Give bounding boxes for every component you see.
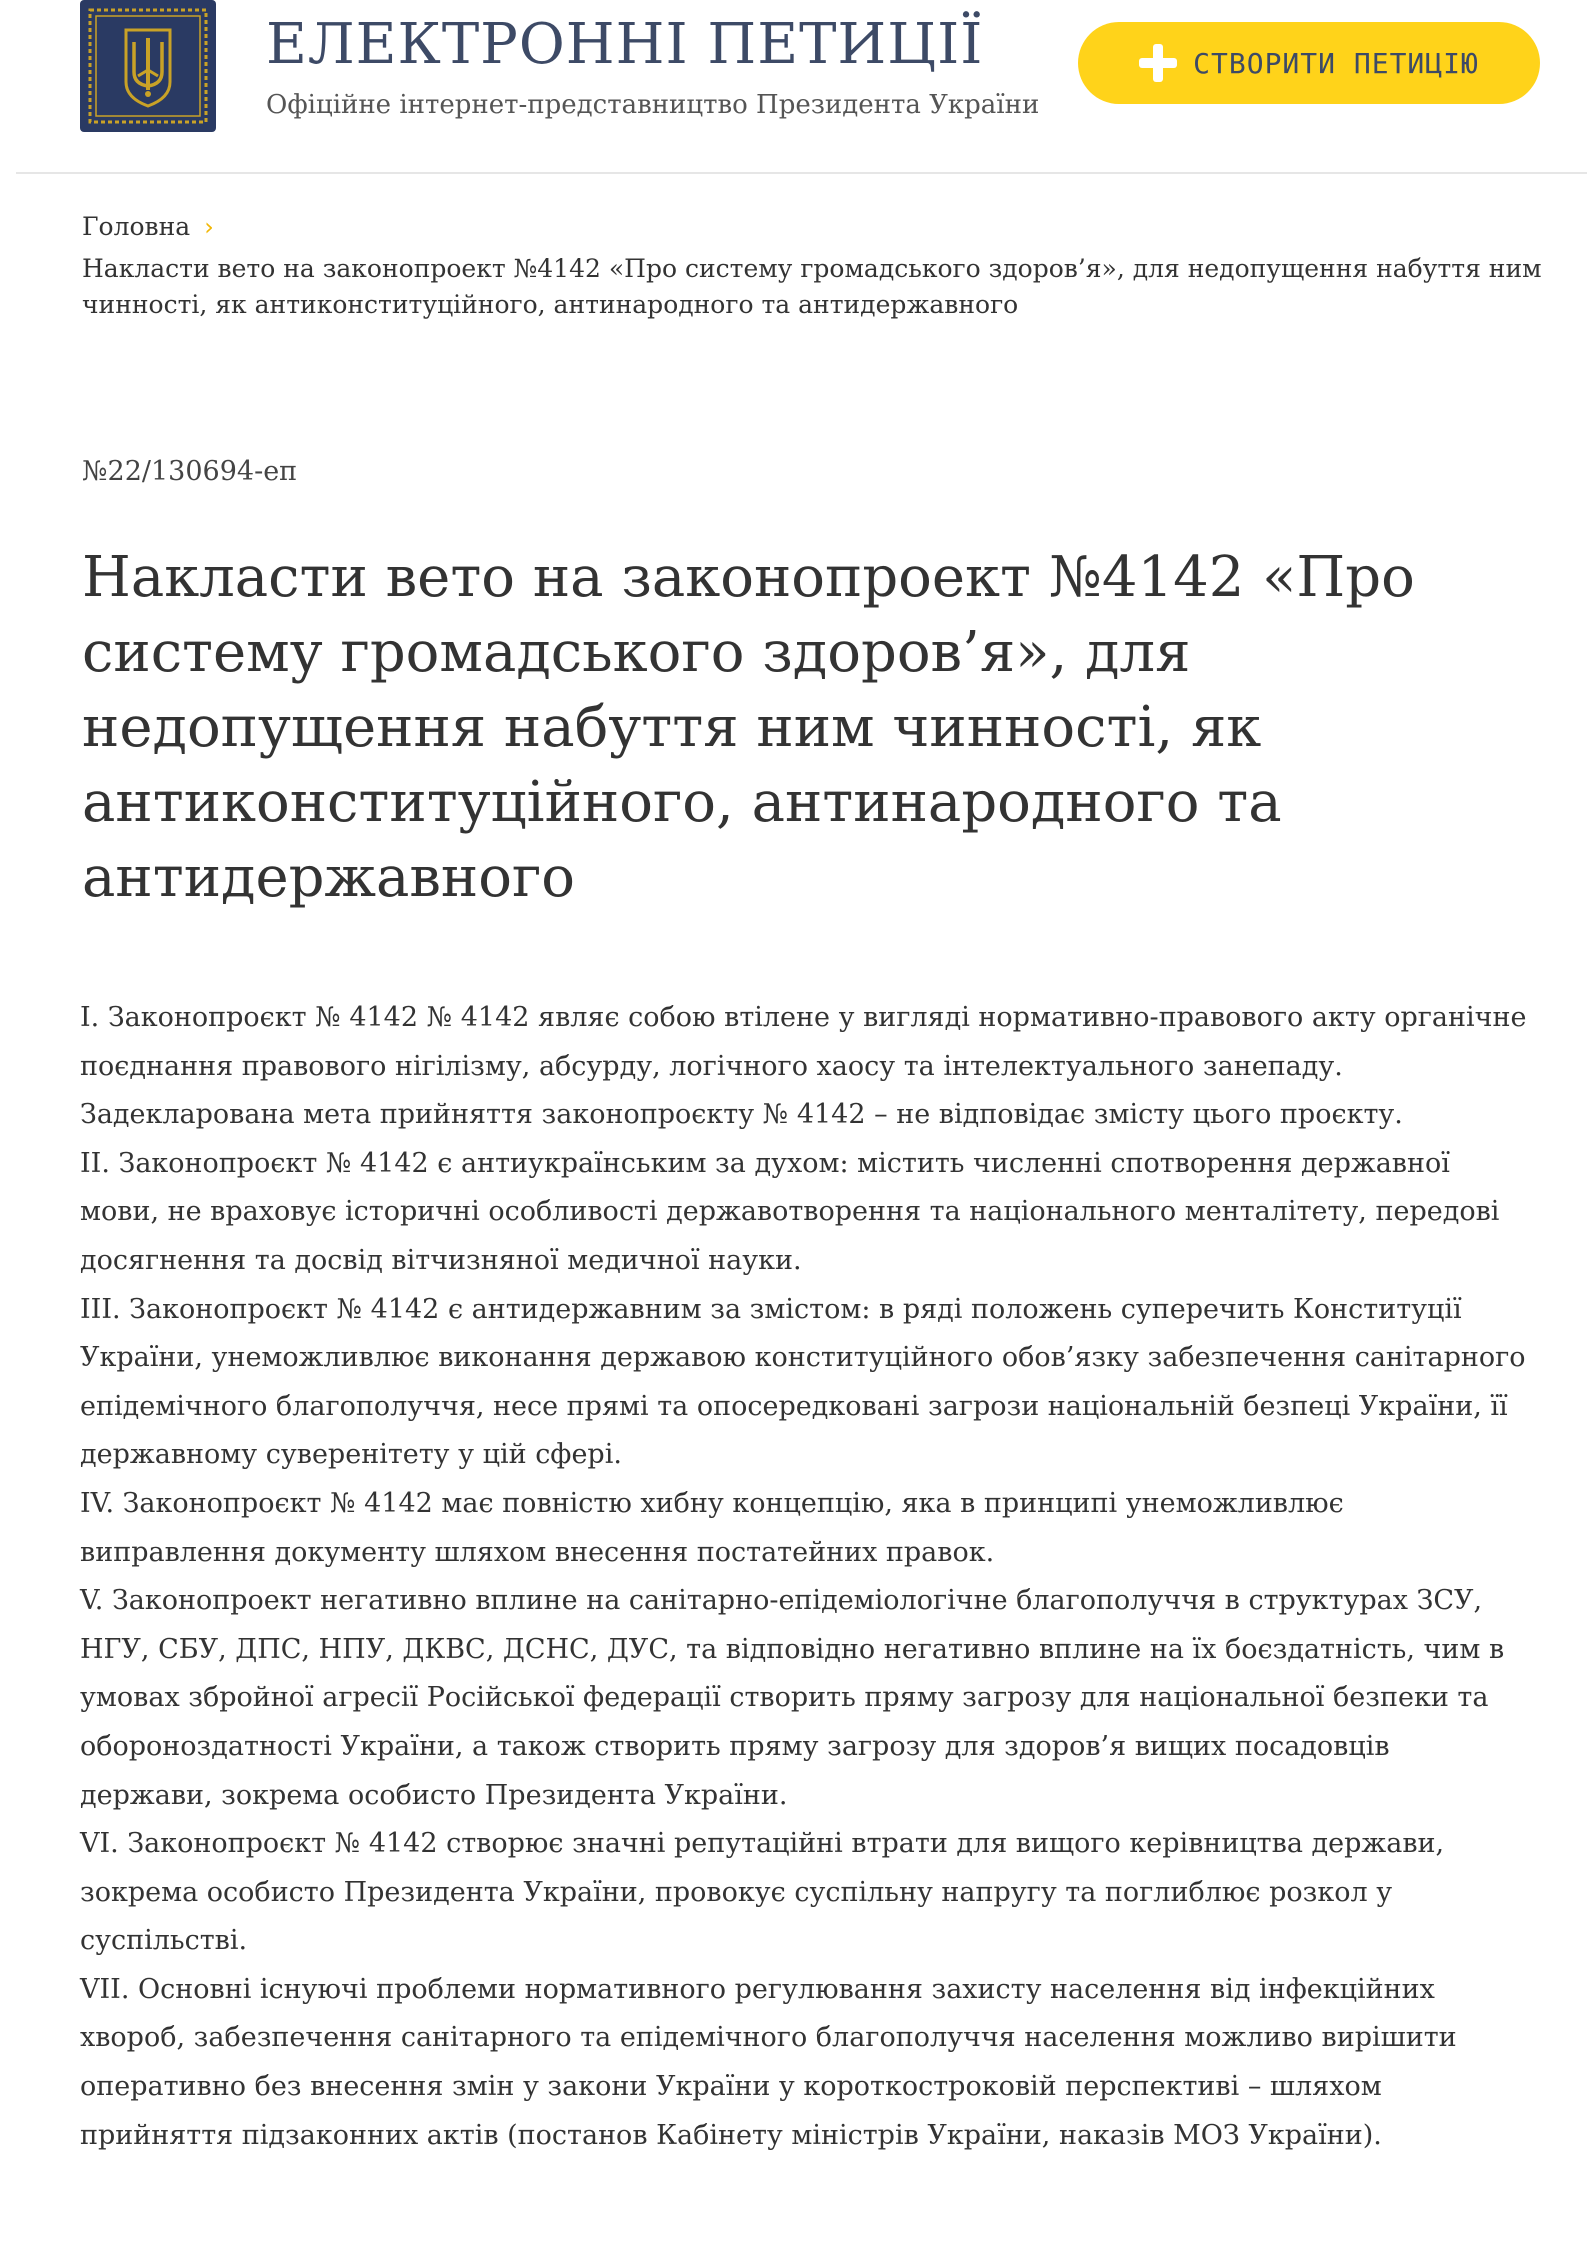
create-petition-button-label: СТВОРИТИ ПЕТИЦІЮ bbox=[1193, 46, 1479, 80]
site-logo[interactable] bbox=[80, 0, 216, 132]
petition-paragraph: III. Законопроєкт № 4142 є антидержавним за змістом: в ряді положень суперечить Конституції України, унеможливлює виконання державою конституційного обов’язку забезпечення санітарного епідемічного благополуччя, несе прямі та опосередковані загрози національній безпеці України, її державному суверенітету у цій сфері. bbox=[80, 1293, 1526, 1471]
breadcrumb bbox=[82, 212, 1587, 323]
petition-paragraph: VII. Основні існуючі проблеми нормативного регулювання захисту населення від інфекційних хвороб, забезпечення санітарного та епідемічного благополуччя населення можливо вирішити оперативно без внесення змін у закони України у короткостроковій перспективі – шляхом прийняття підзаконних актів (постанов Кабінету міністрів України, наказів МОЗ України). bbox=[80, 1973, 1457, 2151]
petition-title: Накласти вето на законопроект №4142 «Про систему громадського здоров’я», для недопущення набуття ним чинності, як антиконституційного, антинародного та антидержавного bbox=[82, 545, 1415, 910]
breadcrumb-home-item bbox=[82, 212, 1587, 241]
plus-icon bbox=[1139, 44, 1177, 82]
petition-number: №22/130694-еп bbox=[82, 456, 298, 487]
site-subtitle: Офіційне інтернет-представництво Президента України bbox=[266, 90, 1040, 120]
breadcrumb-home-link[interactable]: Головна bbox=[82, 212, 191, 241]
petition-paragraph: I. Законопроєкт № 4142 № 4142 являє собою втілене у вигляді нормативно-правового акту органічне поєднання правового нігілізму, абсурду, логічного хаосу та інтелектуального занепаду. bbox=[80, 1002, 1527, 1082]
trident-emblem-icon bbox=[80, 0, 216, 132]
petition-paragraph: V. Законопроект негативно вплине на санітарно-епідеміологічне благополуччя в структурах ЗСУ, НГУ, СБУ, ДПС, НПУ, ДКВС, ДСНС, ДУС, та відповідно негативно вплине на їх боєздатність, чим в умовах збройної агресії Російської федерації створить пряму загрозу для національної безпеки та обороноздатності України, а також створить пряму загрозу для здоров’я вищих посадовців держави, зокрема особисто Президента України. bbox=[80, 1585, 1505, 1811]
petition-body bbox=[80, 994, 1530, 2160]
petition-paragraph: IV. Законопроєкт № 4142 має повністю хибну концепцію, яка в принципі унеможливлює виправлення документу шляхом внесення постатейних правок. bbox=[80, 1487, 1344, 1568]
petition-paragraph: VI. Законопроєкт № 4142 створює значні репутаційні втрати для вищого керівництва держави, зокрема особисто Президента України, провокує суспільну напругу та поглиблює розкол у суспільстві. bbox=[80, 1828, 1445, 1957]
petition-paragraph: II. Законопроєкт № 4142 є антиукраїнським за духом: містить численні спотворення державної мови, не враховує історичні особливості державотворення та національного менталітету, передові досягнення та досвід вітчизняної медичної науки. bbox=[80, 1147, 1500, 1276]
site-header bbox=[0, 0, 1587, 172]
petition-paragraph: Задекларована мета прийняття законопроєкту № 4142 – не відповідає змісту цього проєкту. bbox=[80, 1099, 1403, 1131]
site-title[interactable]: ЕЛЕКТРОННІ ПЕТИЦІЇ bbox=[266, 12, 984, 77]
chevron-right-icon: › bbox=[204, 212, 214, 241]
header-divider bbox=[16, 172, 1587, 174]
breadcrumb-current: Накласти вето на законопроект №4142 «Про систему громадського здоров’я», для недопущення набуття ним чинності, як антиконституційного, антинародного та антидержавного bbox=[82, 254, 1542, 319]
create-petition-button[interactable] bbox=[1078, 22, 1540, 104]
